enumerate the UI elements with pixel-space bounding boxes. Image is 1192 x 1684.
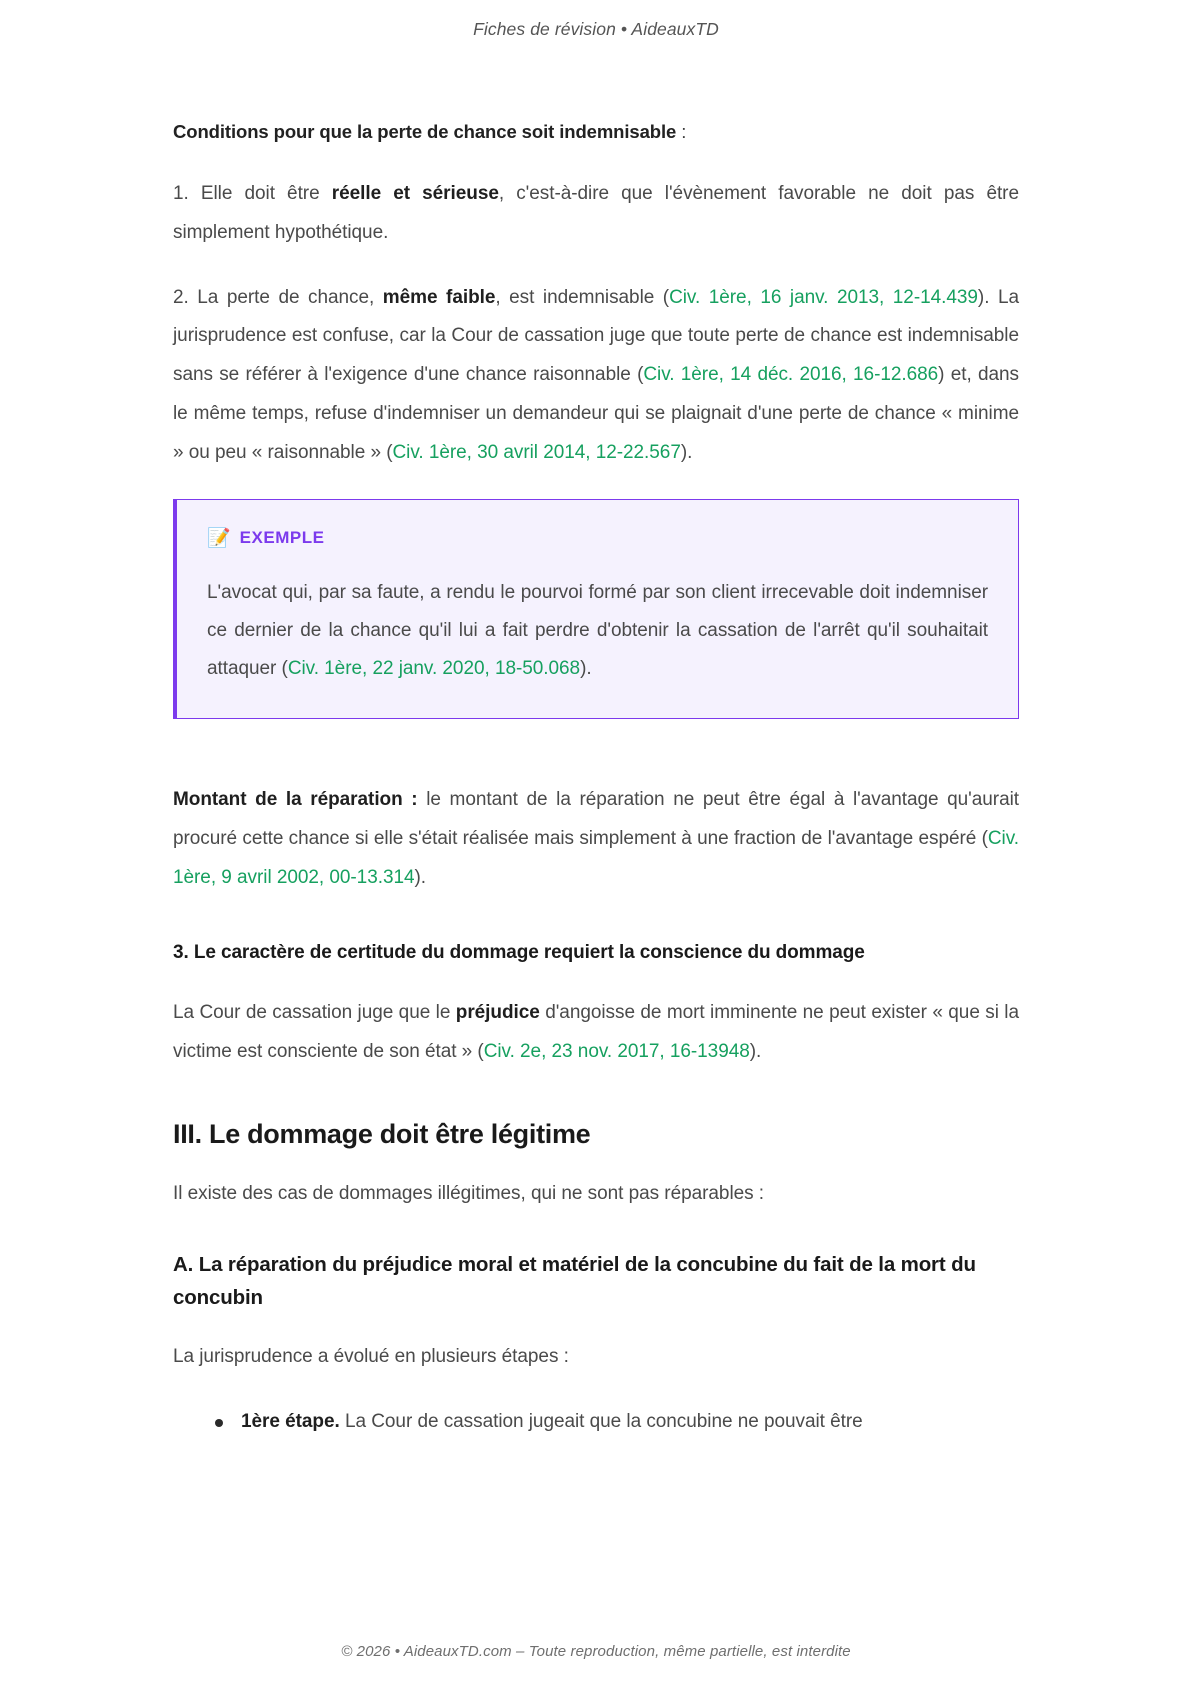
paragraph-section-iii-intro: Il existe des cas de dommages illégitimes, qui ne sont pas réparables : (173, 1182, 765, 1204)
conditions-heading-bold: Conditions pour que la perte de chance soit indemnisable (173, 121, 677, 142)
item-3-bold: préjudice (455, 1002, 540, 1024)
paragraph-subsection-a-intro: La jurisprudence a évolué en plusieurs étapes : (173, 1346, 569, 1368)
item-3-part3: ). (749, 1041, 762, 1063)
citation-link[interactable]: Civ. 1ère, 9 avril 2002, 00-13.314 (173, 828, 1019, 889)
item-2-bold: même faible (382, 286, 496, 308)
montant-bold: Montant de la réparation : (173, 789, 418, 811)
paragraph-montant (173, 781, 1019, 898)
document-content (173, 40, 1019, 1603)
example-callout-header (207, 528, 988, 548)
heading-item-3: 3. Le caractère de certitude du dommage requiert la conscience du dommage (173, 942, 865, 964)
list-item-label: 1ère étape. (241, 1411, 340, 1433)
item-1-part1: 1. Elle doit être (173, 182, 332, 204)
item-2-part2: , est indemnisable ( (495, 286, 670, 308)
spacer (173, 719, 1019, 781)
paragraph-item-1 (173, 175, 1019, 253)
example-callout-body (207, 574, 988, 688)
running-header: Fiches de révision • AideauxTD (473, 19, 719, 39)
item-2-part5: ). (680, 442, 693, 464)
paragraph-item-3 (173, 994, 1019, 1072)
callout-part1: L'avocat qui, par sa faute, a rendu le pourvoi formé par son client irrecevable doit indemniser ce dernier de la chance qu'il lui a fait perdre d'obtenir la cassation de l'arrêt qu'il souhaitait attaquer ( (207, 582, 988, 680)
item-2-part4: ) et, dans le même temps, refuse d'indemniser un demandeur qui se plaignait d'une perte de chance « minime » ou peu « raisonnable » ( (173, 364, 1019, 464)
example-callout-label: EXEMPLE (239, 528, 325, 548)
list-item-text: La Cour de cassation jugeait que la concubine ne pouvait être (339, 1411, 863, 1433)
list-item (215, 1403, 1019, 1442)
memo-pencil-icon: 📝 (207, 527, 231, 549)
item-3-part1: La Cour de cassation juge que le (173, 1002, 456, 1024)
paragraph-item-2 (173, 279, 1019, 474)
heading-section-iii: III. Le dommage doit être légitime (173, 1119, 591, 1150)
citation-link[interactable]: Civ. 2e, 23 nov. 2017, 16-13948 (483, 1041, 750, 1063)
citation-link[interactable]: Civ. 1ère, 22 janv. 2020, 18-50.068 (287, 658, 581, 680)
item-2-part1: 2. La perte de chance, (173, 286, 383, 308)
conditions-heading (173, 118, 1019, 147)
item-2-part3: ). La jurisprudence est confuse, car la Cour de cassation juge que toute perte de chance est indemnisable sans se référer à l'exigence d'une chance raisonnable ( (173, 286, 1020, 386)
callout-part2: ). (580, 658, 592, 680)
steps-list (173, 1403, 1019, 1442)
conditions-heading-colon: : (676, 121, 687, 142)
item-3-part2: d'angoisse de mort imminente ne peut exister « que si la victime est consciente de son état » ( (173, 1002, 1019, 1063)
citation-link[interactable]: Civ. 1ère, 14 déc. 2016, 16-12.686 (643, 364, 939, 386)
item-1-bold: réelle et sérieuse (331, 182, 499, 204)
citation-link[interactable]: Civ. 1ère, 30 avril 2014, 12-22.567 (392, 442, 681, 464)
heading-subsection-a: A. La réparation du préjudice moral et matériel de la concubine du fait de la mort du concubin (173, 1252, 976, 1309)
running-footer: © 2026 • AideauxTD.com – Toute reproduction, même partielle, est interdite (341, 1643, 851, 1660)
example-callout (173, 499, 1019, 719)
montant-part1: le montant de la réparation ne peut être égal à l'avantage qu'aurait procuré cette chance si elle s'était réalisée mais simplement à une fraction de l'avantage espéré ( (173, 789, 1019, 850)
citation-link[interactable]: Civ. 1ère, 16 janv. 2013, 12-14.439 (669, 286, 978, 308)
montant-part2: ). (414, 867, 427, 889)
item-1-part2: , c'est-à-dire que l'évènement favorable ne doit pas être simplement hypothétique. (173, 182, 1019, 243)
